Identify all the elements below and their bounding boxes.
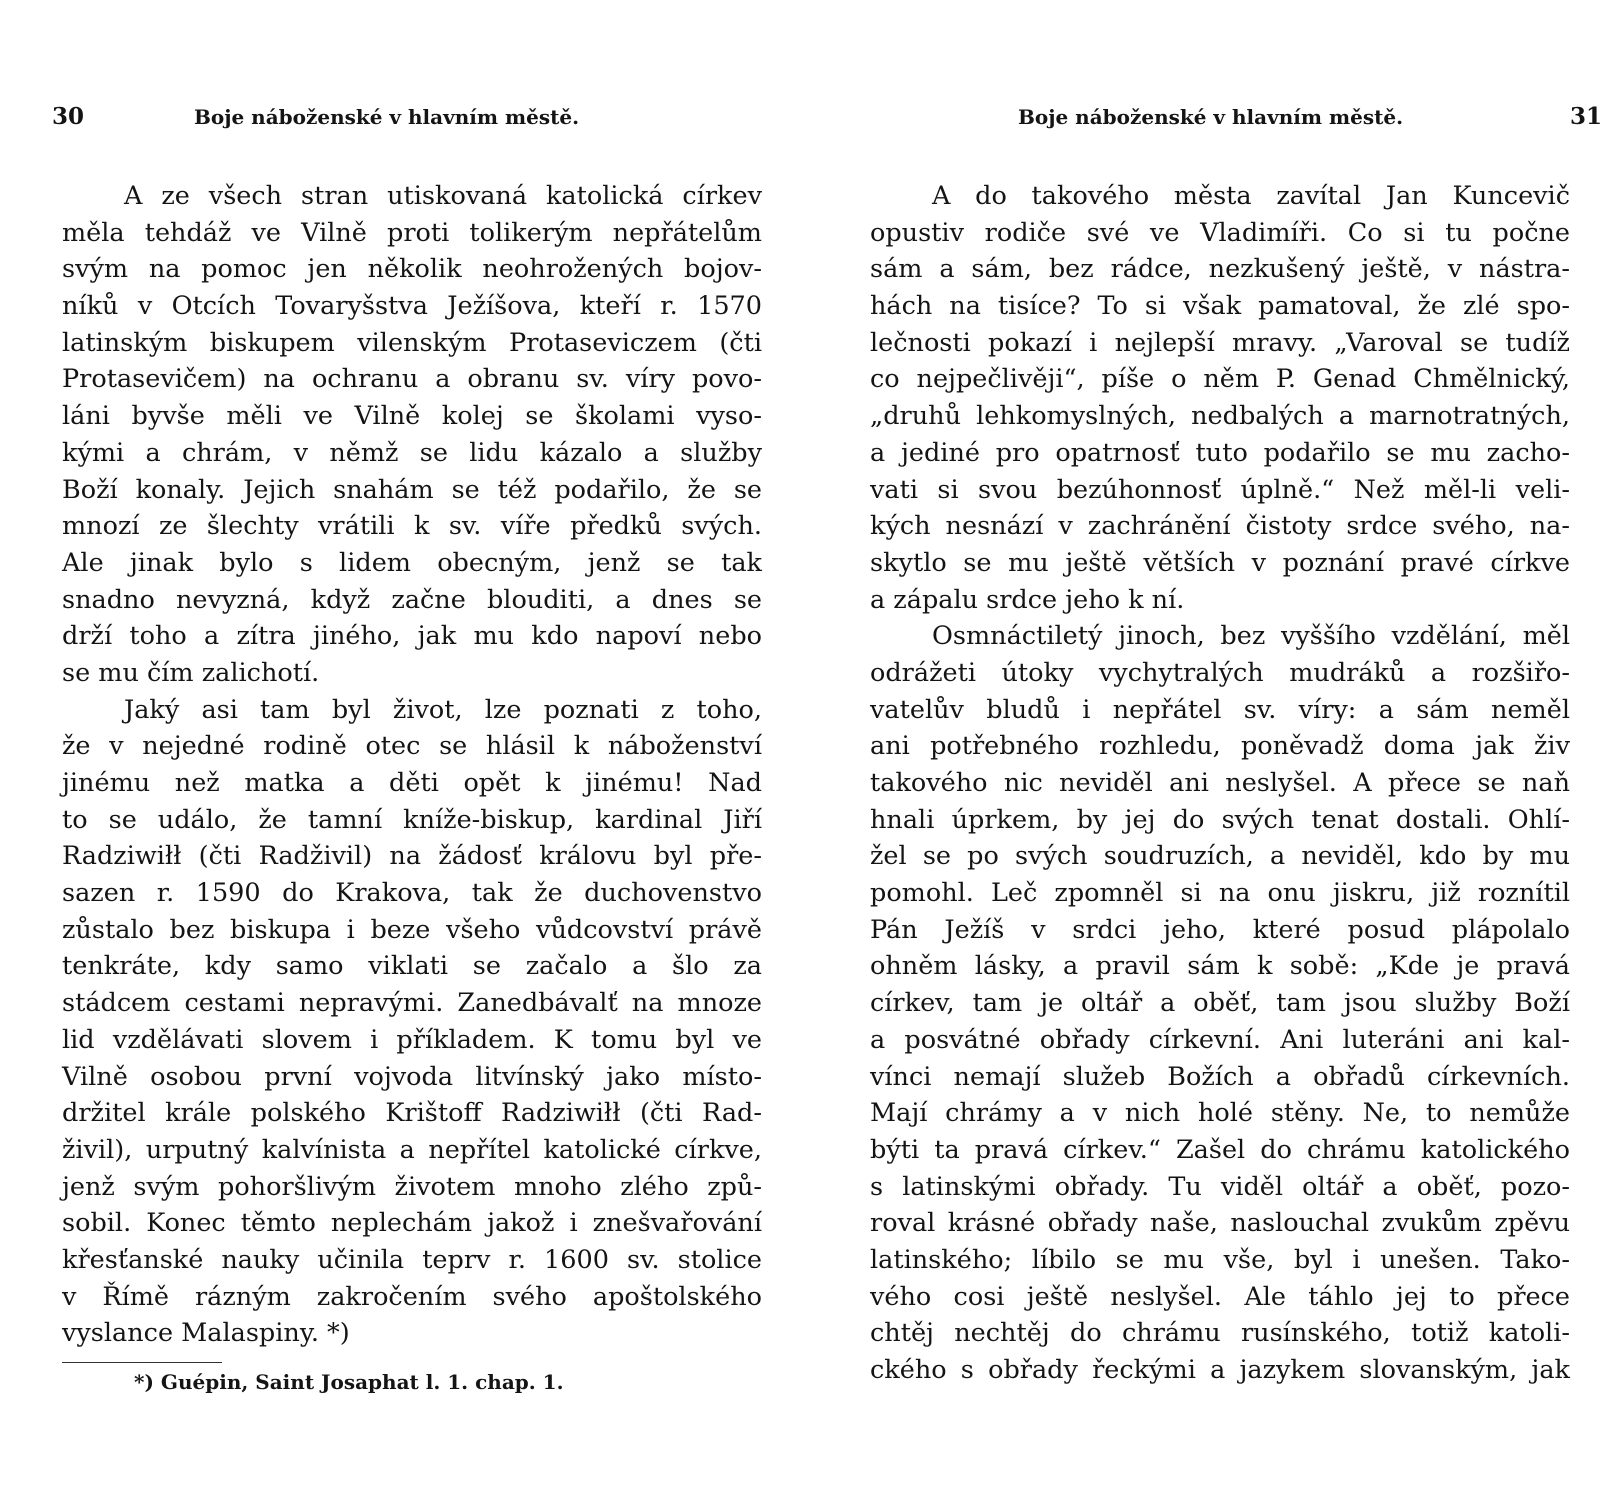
text-line: církev, tam je oltář a oběť, tam jsou služby Boží [870,988,1570,1019]
text-line: lid vzdělávati slovem i příkladem. K tomu byl ve [62,1024,762,1055]
text-line: býti ta pravá církev.“ Zašel do chrámu katolického [870,1134,1570,1165]
left-page [52,0,762,1501]
text-line: zůstalo bez biskupa i beze všeho vůdcovství právě [62,914,762,945]
footnote: *) Guépin, Saint Josaphat l. 1. chap. 1. [134,1370,564,1394]
text-line: skytlo se mu ještě větších v poznání pravé církve [870,547,1570,578]
text-line: že v nejedné rodině otec se hlásil k náboženství [62,731,762,762]
text-line: co nejpečlivěji“, píše o něm P. Genad Chmělnický, [870,364,1570,395]
text-line: ckého s obřady řeckými a jazykem slovanským, jak [870,1355,1570,1385]
text-line: roval krásné obřady naše, naslouchal zvukům zpěvu [870,1208,1570,1239]
text-line: „druhů lehkomyslných, nedbalých a marnotratných, [870,401,1570,432]
text-line: A do takového města zavítal Jan Kuncevič [932,181,1570,211]
text-line: stádcem cestami nepravými. Zanedbávalť na mnoze [62,988,762,1019]
text-line: vínci nemají služeb Božích a obřadů církevních. [870,1061,1570,1092]
text-line: vého cosi ještě neslyšel. Ale táhlo jej to přece [870,1281,1570,1312]
text-line: tenkráte, kdy samo viklati se začalo a šlo za [62,951,762,982]
text-line: Radziwiłł (čti Radživil) na žádosť královu byl pře- [62,841,762,872]
text-line: vatelův bludů i nepřátel sv. víry: a sám neměl [870,694,1570,725]
text-line: žel se po svých soudruzích, a neviděl, kdo by mu [870,841,1570,872]
running-head [52,103,762,133]
text-line: sazen r. 1590 do Krakova, tak že duchovenstvo [62,878,762,909]
text-line: kými a chrám, v němž se lidu kázalo a služby [62,437,762,468]
text-line: latinským biskupem vilenským Protaseviczem (čti [62,327,762,358]
text-line: latinského; líbilo se mu vše, byl i unešen. Tako- [870,1244,1570,1275]
body-text [62,178,762,1352]
text-line: to se událo, že tamní kníže-biskup, kardinal Jiří [62,804,762,835]
text-line: svým na pomoc jen několik neohrožených bojov- [62,254,762,285]
text-line: Osmnáctiletý jinoch, bez vyššího vzdělání, měl [932,621,1570,652]
right-page [870,0,1602,1501]
text-line: a zápalu srdce jeho k ní. [870,584,1185,615]
text-line: opustiv rodiče své ve Vladimíři. Co si tu počne [870,217,1570,248]
page-number: 31 [1569,103,1602,130]
text-line: sám a sám, bez rádce, nezkušený ještě, v nástra- [870,254,1570,285]
text-line: takového nic neviděl ani neslyšel. A přece se naň [870,768,1570,798]
text-line: Ale jinak bylo s lidem obecným, jenž se tak [62,547,762,578]
text-line: ani potřebného rozhledu, poněvadž doma jak živ [870,731,1570,762]
text-line: ohněm lásky, a pravil sám k sobě: „Kde je pravá [870,951,1570,982]
text-line: A ze všech stran utiskovaná katolická církev [124,181,762,211]
text-line: kých nesnází v zachránění čistoty srdce svého, na- [870,511,1570,542]
text-line: chtěj nechtěj do chrámu rusínského, totiž katoli- [870,1318,1570,1349]
text-line: držitel krále polského Krištoff Radziwiłł (čti Rad- [62,1098,762,1129]
text-line: Protasevičem) na ochranu a obranu sv. víry povo- [62,364,762,395]
text-line: snadno nevyzná, když začne blouditi, a dnes se [62,584,762,615]
text-line: se mu čím zalichotí. [62,657,320,688]
text-line: sobil. Konec těmto neplechám jakož i znešvařování [62,1208,762,1239]
text-line: láni byvše měli ve Vilně kolej se školami vyso- [62,401,762,432]
text-line: jenž svým pohoršlivým životem mnoho zlého způ- [62,1171,762,1202]
text-line: mnozí ze šlechty vrátili k sv. víře předků svých. [62,511,762,542]
page-number: 30 [52,103,85,130]
text-line: Vilně osobou první vojvoda litvínský jako místo- [62,1061,762,1092]
running-title: Boje náboženské v hlavním městě. [1018,105,1404,129]
text-line: jinému než matka a děti opět k jinému! Nad [62,768,762,798]
text-line: živil), urputný kalvínista a nepřítel katolické církve, [62,1134,762,1165]
text-line: Mají chrámy a v nich holé stěny. Ne, to nemůže [870,1098,1570,1129]
text-line: a jediné pro opatrnosť tuto podařilo se mu zacho- [870,437,1570,468]
text-line: pomohl. Leč zpomněl si na onu jiskru, již roznítil [870,878,1570,909]
text-line: Boží konaly. Jejich snahám se též podařilo, že se [62,474,762,505]
running-head [870,103,1602,133]
text-line: křesťanské nauky učinila teprv r. 1600 sv. stolice [62,1244,762,1275]
text-line: lečnosti pokazí i nejlepší mravy. „Varoval se tudíž [870,327,1570,358]
text-line: v Římě rázným zakročením svého apoštolského [62,1281,762,1312]
text-line: odrážeti útoky vychytralých mudráků a rozšiřo- [870,657,1570,688]
text-line: měla tehdáž ve Vilně proti tolikerým nepřátelům [62,217,762,248]
text-line: drží toho a zítra jiného, jak mu kdo napoví nebo [62,621,762,652]
text-line: Jaký asi tam byl život, lze poznati z toho, [124,694,762,725]
text-line: a posvátné obřady církevní. Ani luteráni ani kal- [870,1024,1570,1055]
running-title: Boje náboženské v hlavním městě. [194,105,580,129]
text-line: vyslance Malaspiny. *) [62,1318,350,1349]
text-line: hách na tisíce? To si však pamatoval, že zlé spo- [870,291,1570,322]
text-line: Pán Ježíš v srdci jeho, které posud plápolalo [870,914,1570,945]
footnote-rule [62,1362,222,1363]
text-line: níků v Otcích Tovaryšstva Ježíšova, kteří r. 1570 [62,291,762,322]
text-line: s latinskými obřady. Tu viděl oltář a oběť, pozo- [870,1171,1570,1202]
body-text [870,178,1570,1389]
text-line: vati si svou bezúhonnosť úplně.“ Než měl-li veli- [870,474,1570,505]
text-line: hnali úprkem, by jej do svých tenat dostali. Ohlí- [870,804,1570,835]
